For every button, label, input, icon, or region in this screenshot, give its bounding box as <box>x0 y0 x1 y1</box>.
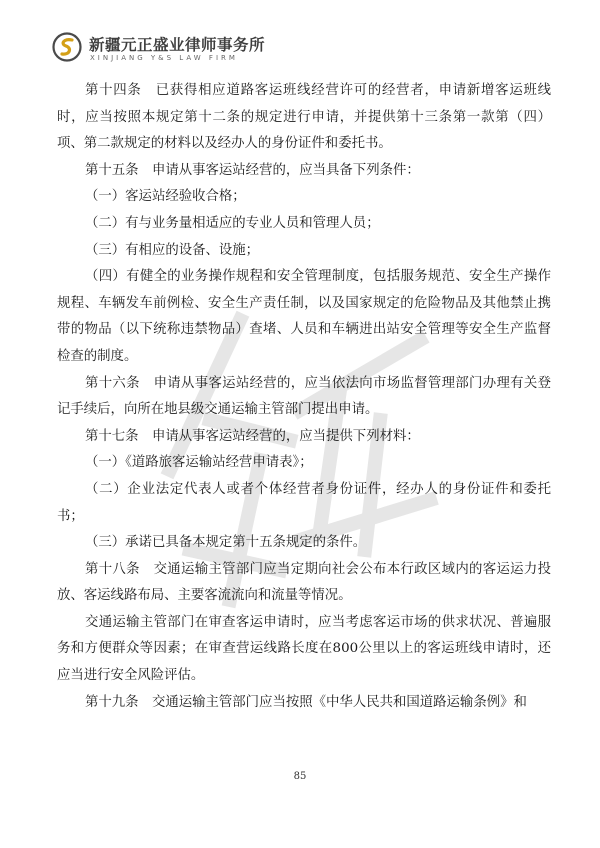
article-19: 第十九条 交通运输主管部门应当按照《中华人民共和国道路运输条例》和 <box>85 694 527 710</box>
list-item: （二）企业法定代表人或者个体经营者身份证件，经办人的身份证件和委托书； <box>57 481 551 524</box>
letterhead <box>52 30 312 70</box>
list-item: （四）有健全的业务操作规程和安全管理制度，包括服务规范、安全生产操作规程、车辆发车前例检、安全生产责任制，以及国家规定的危险物品及其他禁止携带的物品（以下统称违禁物品）查堵、人员和车辆进出站安全管理等安全生产监督检查的制度。 <box>57 269 551 364</box>
article-18: 第十八条 交通运输主管部门应当定期向社会公布本行政区域内的客运运力投放、客运线路布局、主要客流流向和流量等情况。 <box>57 561 551 604</box>
article-15: 第十五条 申请从事客运站经营的，应当具备下列条件： <box>85 162 420 178</box>
firm-name: 新疆元正盛业律师事务所 <box>89 36 266 54</box>
list-item: （二）有与业务量相适应的专业人员和管理人员； <box>85 215 380 231</box>
firm-logo-icon <box>52 32 82 62</box>
document-body <box>57 78 551 716</box>
page-number: 85 <box>293 771 307 782</box>
list-item: （一）《道路旅客运输站经营申请表》； <box>85 455 313 471</box>
article-17: 第十七条 申请从事客运站经营的，应当提供下列材料： <box>85 428 420 444</box>
firm-name-en: XINJIANG Y&S LAW FIRM <box>90 54 238 62</box>
article-16: 第十六条 申请从事客运站经营的，应当依法向市场监督管理部门办理有关登记手续后，向所在地县级交通运输主管部门提出申请。 <box>57 375 551 418</box>
article-18-para-2: 交通运输主管部门在审查客运申请时，应当考虑客运市场的供求状况、普遍服务和方便群众等因素；在审查营运线路长度在800公里以上的客运班线申请时，还应当进行安全风险评估。 <box>57 614 551 684</box>
list-item: （三）有相应的设备、设施； <box>85 242 260 258</box>
article-14: 第十四条 已获得相应道路客运班线经营许可的经营者，申请新增客运班线时，应当按照本规定第十二条的规定进行申请，并提供第十三条第一款第（四）项、第二款规定的材料以及经办人的身份证件和委托书。 <box>57 83 551 152</box>
list-item: （一）客运站经验收合格； <box>85 189 246 205</box>
list-item: （三）承诺已具备本规定第十五条规定的条件。 <box>85 535 367 551</box>
